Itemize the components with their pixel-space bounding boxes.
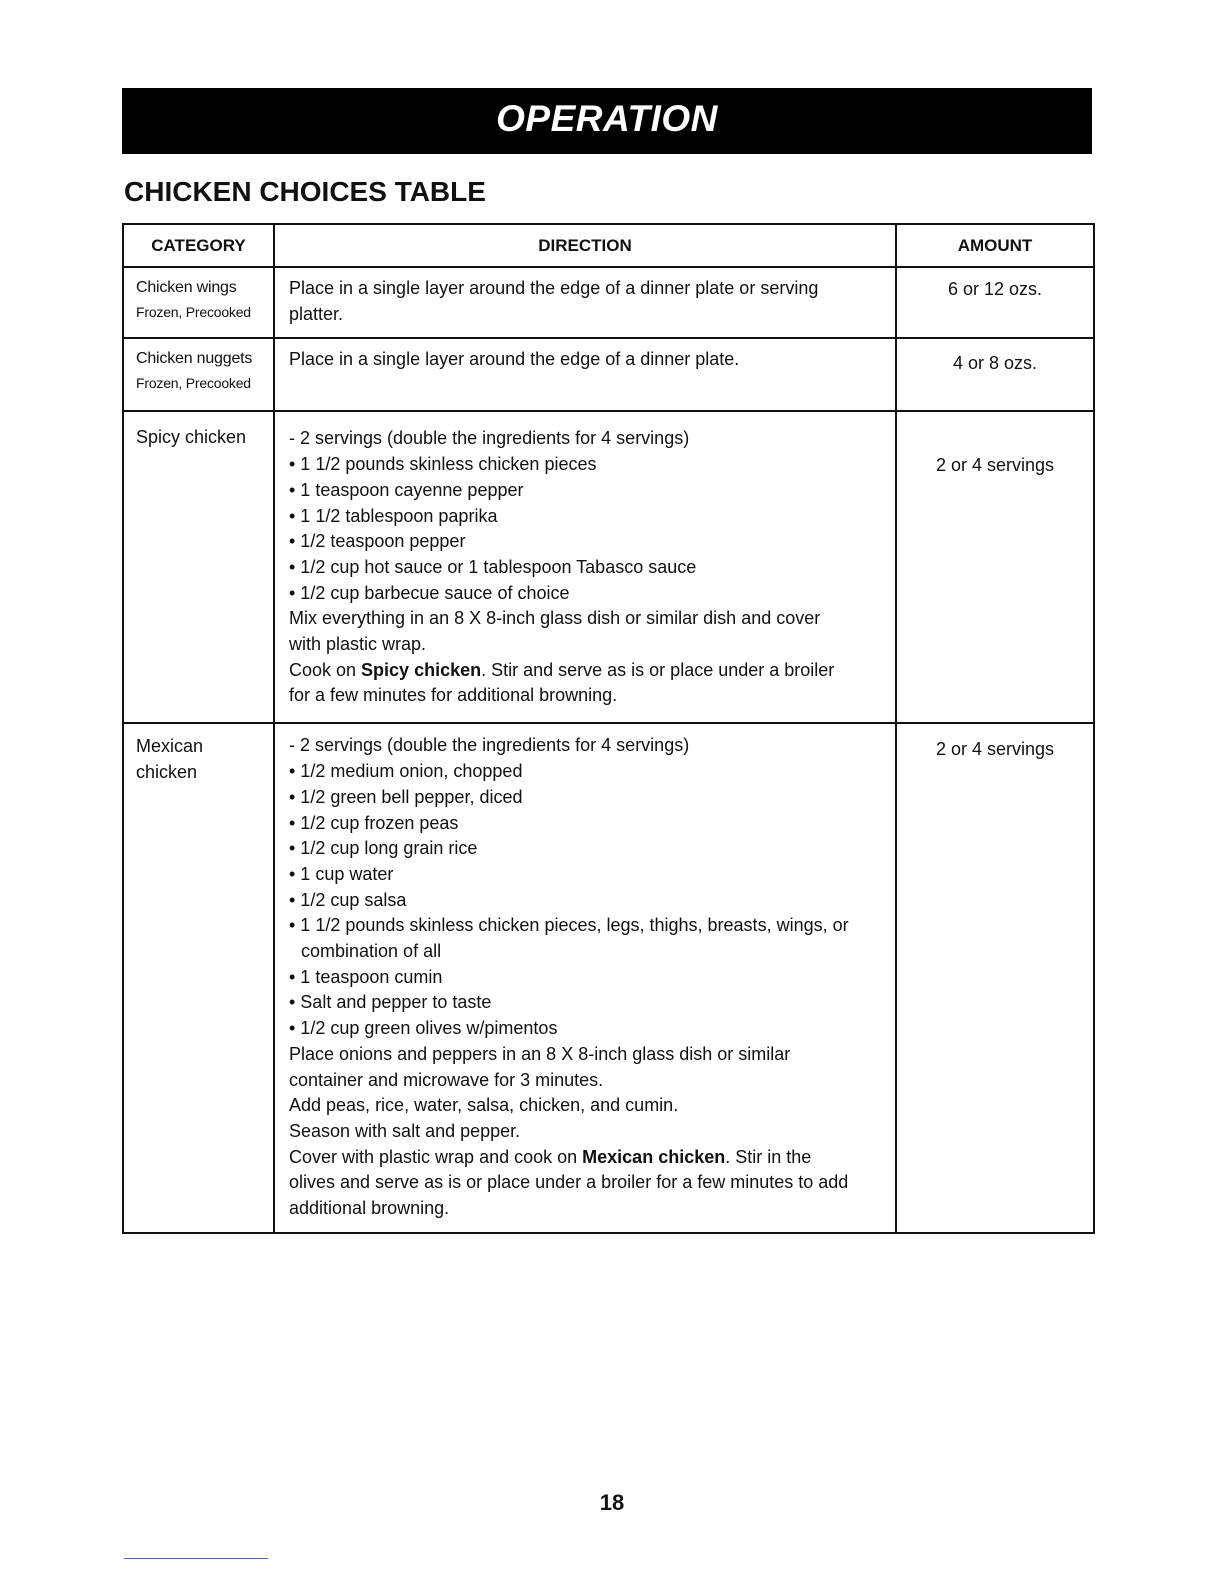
ingredient-item: • 1 cup water bbox=[289, 863, 394, 884]
cook-instruction bbox=[289, 658, 885, 684]
ingredient-item: • 1/2 cup salsa bbox=[289, 889, 407, 910]
direction-cell bbox=[274, 338, 896, 411]
instruction-line: Place onions and peppers in an 8 X 8-inch glass dish or similar bbox=[289, 1043, 791, 1064]
ingredient-item: • 1/2 cup long grain rice bbox=[289, 838, 478, 859]
category-name-line: Mexican bbox=[136, 736, 204, 757]
direction-cell bbox=[274, 267, 896, 338]
ingredient-item: • 1 1/2 tablespoon paprika bbox=[289, 505, 498, 526]
ingredient-item: • 1/2 cup green olives w/pimentos bbox=[289, 1018, 558, 1039]
ingredient-item: • Salt and pepper to taste bbox=[289, 992, 492, 1013]
instruction-line: Season with salt and pepper. bbox=[289, 1120, 521, 1141]
direction-cell bbox=[274, 411, 896, 723]
category-subtitle: Frozen, Precooked bbox=[136, 375, 251, 392]
banner-title: OPERATION bbox=[496, 98, 718, 139]
direction-line: Place in a single layer around the edge of a dinner plate or serving bbox=[289, 278, 819, 298]
cook-prefix: Cook on bbox=[289, 659, 362, 680]
ingredient-item: • 1/2 cup barbecue sauce of choice bbox=[289, 582, 570, 603]
column-header-amount: AMOUNT bbox=[896, 224, 1094, 267]
instruction-line: olives and serve as is or place under a broiler for a few minutes to add bbox=[289, 1172, 849, 1193]
category-name: Chicken nuggets bbox=[136, 350, 253, 368]
cook-suffix: . Stir and serve as is or place under a broiler bbox=[481, 659, 835, 680]
direction-cell bbox=[274, 723, 896, 1233]
table-row bbox=[123, 267, 1094, 338]
instruction-line: for a few minutes for additional browning. bbox=[289, 685, 618, 706]
ingredient-item: • 1 teaspoon cayenne pepper bbox=[289, 479, 524, 500]
category-cell: Spicy chicken bbox=[123, 411, 274, 723]
ingredient-item: • 1/2 cup frozen peas bbox=[289, 812, 459, 833]
ingredient-item: • 1 1/2 pounds skinless chicken pieces, legs, thighs, breasts, wings, or combination of all bbox=[289, 915, 849, 962]
ingredient-item: • 1/2 cup hot sauce or 1 tablespoon Tabasco sauce bbox=[289, 556, 697, 577]
instruction-line: with plastic wrap. bbox=[289, 634, 427, 655]
direction-line: Place in a single layer around the edge of a dinner plate. bbox=[289, 349, 740, 370]
cook-setting: Mexican chicken bbox=[582, 1146, 726, 1167]
chicken-choices-table bbox=[122, 223, 1095, 1234]
instruction-line: container and microwave for 3 minutes. bbox=[289, 1069, 604, 1090]
category-cell bbox=[123, 338, 274, 411]
instruction-line: Mix everything in an 8 X 8-inch glass dish or similar dish and cover bbox=[289, 608, 821, 629]
category-subtitle: Frozen, Precooked bbox=[136, 304, 251, 320]
footer-divider bbox=[124, 1558, 268, 1559]
category-name-line: chicken bbox=[136, 762, 198, 783]
servings-note: - 2 servings (double the ingredients for 4 servings) bbox=[289, 735, 690, 756]
table-header-row bbox=[123, 224, 1094, 267]
cook-suffix: . Stir in the bbox=[725, 1146, 812, 1167]
table-row bbox=[123, 723, 1094, 1233]
category-cell bbox=[123, 267, 274, 338]
ingredient-item: • 1/2 teaspoon pepper bbox=[289, 531, 466, 552]
table-row bbox=[123, 338, 1094, 411]
column-header-direction: DIRECTION bbox=[274, 224, 896, 267]
ingredient-item: • 1 teaspoon cumin bbox=[289, 966, 443, 987]
instruction-line: additional browning. bbox=[289, 1198, 450, 1219]
amount-cell: 2 or 4 servings bbox=[896, 411, 1094, 723]
amount-cell: 6 or 12 ozs. bbox=[896, 267, 1094, 338]
cook-instruction bbox=[289, 1145, 885, 1171]
page-number: 18 bbox=[599, 1490, 625, 1515]
cook-setting: Spicy chicken bbox=[361, 659, 482, 680]
ingredient-item: • 1/2 green bell pepper, diced bbox=[289, 786, 523, 807]
ingredient-item: • 1 1/2 pounds skinless chicken pieces bbox=[289, 454, 597, 475]
amount-cell: 2 or 4 servings bbox=[896, 723, 1094, 1233]
section-banner bbox=[122, 88, 1092, 154]
cook-prefix: Cover with plastic wrap and cook on bbox=[289, 1146, 583, 1167]
instruction-line: Add peas, rice, water, salsa, chicken, and cumin. bbox=[289, 1095, 679, 1116]
amount-cell: 4 or 8 ozs. bbox=[896, 338, 1094, 411]
servings-note: - 2 servings (double the ingredients for 4 servings) bbox=[289, 428, 690, 449]
ingredient-item: • 1/2 medium onion, chopped bbox=[289, 761, 523, 782]
category-name: Chicken wings bbox=[136, 279, 237, 296]
column-header-category: CATEGORY bbox=[123, 224, 274, 267]
category-cell bbox=[123, 723, 274, 1233]
table-title: CHICKEN CHOICES TABLE bbox=[124, 176, 486, 207]
table-row bbox=[123, 411, 1094, 723]
direction-line: platter. bbox=[289, 303, 344, 324]
